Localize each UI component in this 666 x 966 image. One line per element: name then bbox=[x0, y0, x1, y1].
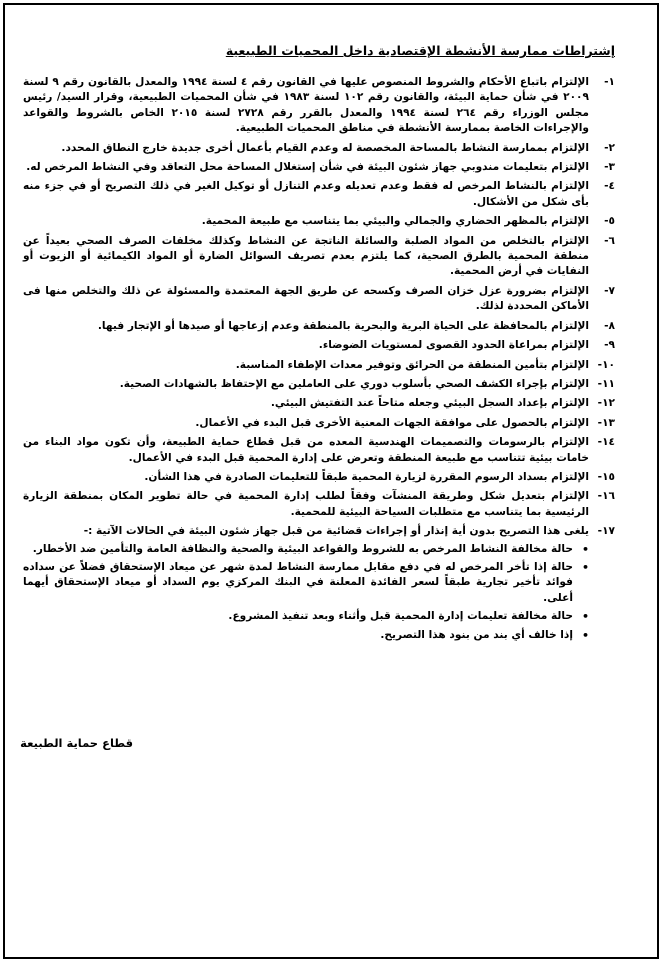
condition-text-content: الإلتزام بضرورة عزل خزان الصرف وكسحه عن طريق الجهة المعتمدة والمسئولة عن ذلك والتخلص منها فى الأماكن المحددة لذلك. bbox=[23, 284, 589, 313]
condition-item bbox=[23, 416, 615, 431]
condition-text bbox=[23, 377, 589, 392]
document-page bbox=[3, 3, 659, 959]
condition-item bbox=[23, 377, 615, 392]
condition-text-content: الإلتزام بالتخلص من المواد الصلبة والسائلة الناتجة عن النشاط وكذلك مخلفات الصرف الصحي بعيداً عن منطقة المحمية بالطرق الصحية، كما يلتزم بعدم تصريف السوائل الضارة أو المواد الكيمائية أو الزيوت أو النفايات في أرض المحمية. bbox=[23, 234, 589, 278]
condition-item bbox=[23, 284, 615, 315]
condition-number: ٩- bbox=[604, 339, 615, 352]
condition-text bbox=[23, 470, 589, 485]
condition-text bbox=[23, 416, 589, 431]
condition-text-content: الإلتزام بممارسة النشاط بالمساحة المخصصة له وعدم القيام بأعمال أخرى جديدة خارج النطاق المحدد. bbox=[61, 141, 589, 154]
condition-text bbox=[23, 489, 589, 520]
condition-number: ٣- bbox=[604, 161, 615, 174]
condition-number: ٧- bbox=[604, 284, 615, 297]
revocation-case bbox=[23, 609, 589, 624]
conditions-list bbox=[23, 75, 615, 650]
revocation-cases-list bbox=[23, 542, 589, 643]
condition-text bbox=[23, 141, 589, 156]
condition-text bbox=[23, 396, 589, 411]
condition-item bbox=[23, 160, 615, 175]
issuer-signature: قطاع حماية الطبيعة bbox=[20, 736, 133, 750]
revocation-case bbox=[23, 542, 589, 557]
condition-item bbox=[23, 214, 615, 229]
condition-text-content: الإلتزام بإجراء الكشف الصحي بأسلوب دوري على العاملين مع الإحتفاظ بالشهادات الصحية. bbox=[119, 377, 589, 390]
condition-number: ١٣- bbox=[597, 416, 615, 429]
condition-text-content: الإلتزام بإعداد السجل البيئي وجعله متاحاً عند التفتيش البيئي. bbox=[270, 397, 589, 410]
condition-text-content: الإلتزام بالحصول على موافقة الجهات المعنية الأخرى قبل البدء في الأعمال. bbox=[195, 416, 589, 429]
condition-number: ١٦- bbox=[597, 490, 615, 503]
condition-item bbox=[23, 338, 615, 353]
condition-number: ٥- bbox=[604, 215, 615, 228]
condition-text-content: الإلتزام بتأمين المنطقة من الحرائق وتوفير معدات الإطفاء المناسبة. bbox=[235, 358, 589, 371]
condition-item bbox=[23, 396, 615, 411]
revocation-case-text: حالة مخالفة تعليمات إدارة المحمية قبل وأثناء وبعد تنفيذ المشروع. bbox=[228, 610, 573, 623]
condition-item bbox=[23, 319, 615, 334]
condition-number: ١١- bbox=[597, 377, 615, 390]
condition-text-content: الإلتزام بالرسومات والتصميمات الهندسية المعده من قبل قطاع حماية الطبيعة، وأن تكون مواد البناء من خامات بيئية تتناسب مع طبيعة المنطقة وتعرض على إدارة المحمية قبل البدء في الأعمال. bbox=[23, 436, 589, 464]
condition-text bbox=[23, 234, 589, 280]
condition-text bbox=[23, 524, 589, 646]
condition-text-content: الإلتزام بتعديل شكل وطريقة المنشآت وفقاً لطلب إدارة المحمية في حالة تطوير المكان بمنطقة الزيارة الرئيسية بما يتناسب مع متطلبات السياحة البيئية للمحمية. bbox=[23, 490, 589, 518]
condition-number: ١٥- bbox=[597, 470, 615, 483]
bullet-icon: • bbox=[581, 610, 589, 624]
condition-text-content: يلغى هذا التصريح بدون أية إنذار أو إجراءات قضائية من قبل جهاز شئون البيئة في الحالات الآتية :- bbox=[83, 525, 589, 538]
condition-number: ١- bbox=[604, 76, 615, 88]
condition-text bbox=[23, 160, 589, 175]
condition-text bbox=[23, 338, 589, 353]
bullet-icon: • bbox=[581, 542, 589, 556]
revocation-case-text: حالة إذا تأخر المرخص له في دفع مقابل ممارسة النشاط لمدة شهر عن ميعاد الإستحقاق فضلاً عن سداده فوائد تأخير تجارية طبقاً لسعر الفائدة المعلنة في البنك المركزي يوم السداد أو ميعاد الإستحقاق أيهما أعلى. bbox=[23, 560, 573, 604]
revocation-case bbox=[23, 628, 589, 643]
condition-text-content: الإلتزام بالمظهر الحضاري والجمالي والبيئي بما يتناسب مع طبيعة المحمية. bbox=[201, 215, 589, 228]
condition-text-content: الإلتزام بتعليمات مندوبي جهاز شئون البيئة في شأن إستغلال المساحة محل التعاقد وفي النشاط المرخص له. bbox=[26, 161, 589, 174]
condition-text bbox=[23, 435, 589, 466]
condition-item bbox=[23, 524, 615, 646]
bullet-icon: • bbox=[581, 560, 589, 574]
condition-item bbox=[23, 435, 615, 466]
bullet-icon: • bbox=[581, 628, 589, 642]
condition-number: ١٤- bbox=[597, 436, 615, 449]
condition-text bbox=[23, 214, 589, 229]
condition-text bbox=[23, 319, 589, 334]
condition-text-content: الإلتزام بمراعاة الحدود القصوى لمستويات الضوضاء. bbox=[318, 339, 589, 352]
condition-number: ٨- bbox=[604, 319, 615, 332]
condition-number: ١٧- bbox=[597, 525, 615, 538]
condition-text bbox=[23, 179, 589, 210]
condition-item bbox=[23, 141, 615, 156]
condition-number: ١٢- bbox=[597, 397, 615, 410]
condition-item bbox=[23, 489, 615, 520]
condition-item bbox=[23, 470, 615, 485]
condition-number: ١٠- bbox=[597, 358, 615, 371]
revocation-case-text: حالة مخالفة النشاط المرخص به للشروط والقواعد البيئية والصحية والنظافة العامة والتأمين ضد الأخطار. bbox=[32, 542, 573, 555]
condition-text bbox=[23, 75, 589, 137]
revocation-case bbox=[23, 560, 589, 606]
condition-item bbox=[23, 75, 615, 137]
condition-item bbox=[23, 179, 615, 210]
condition-text-content: الإلتزام بالنشاط المرخص له فقط وعدم تعديله وعدم التنازل أو توكيل الغير في ذلك التصريح أو في جزء منه بأى شكل من الأشكال. bbox=[23, 180, 589, 208]
condition-text bbox=[23, 284, 589, 315]
condition-number: ٦- bbox=[604, 234, 615, 247]
page-title: إشتراطات ممارسة الأنشطة الإقتصادية داخل المحميات الطبيعية bbox=[225, 43, 615, 58]
condition-text-content: الإلتزام باتباع الأحكام والشروط المنصوص عليها في القانون رقم ٤ لسنة ١٩٩٤ والمعدل بالقانون رقم ٩ لسنة ٢٠٠٩ في شأن حماية البيئة، والقانون رقم ١٠٢ لسنة ١٩٨٣ في شأن المحميات الطبيعية، وقرار السيد/ رئيس مجلس الوزراء رقم ٢٦٤ لسنة ١٩٩٤ والمعدل بالقرر رقم ٢٧٢٨ لسنة ٢٠١٥ الخاص بالشروط والقواعد والإجراءات الخاصة بممارسة الأنشطة في مناطق المحميات الطبيعية. bbox=[23, 76, 589, 135]
condition-text bbox=[23, 358, 589, 373]
condition-text-content: الإلتزام بسداد الرسوم المقررة لزيارة المحمية طبقاً للتعليمات الصادرة في هذا الشأن. bbox=[144, 470, 589, 483]
condition-item bbox=[23, 234, 615, 280]
revocation-case-text: إذا خالف أي بند من بنود هذا التصريح. bbox=[380, 628, 573, 641]
condition-number: ٢- bbox=[604, 141, 615, 154]
condition-text-content: الإلتزام بالمحافظة على الحياة البرية والبحرية بالمنطقة وعدم إزعاجها أو صيدها أو الإتجار فيها. bbox=[97, 319, 589, 332]
condition-number: ٤- bbox=[604, 180, 615, 193]
condition-item bbox=[23, 358, 615, 373]
